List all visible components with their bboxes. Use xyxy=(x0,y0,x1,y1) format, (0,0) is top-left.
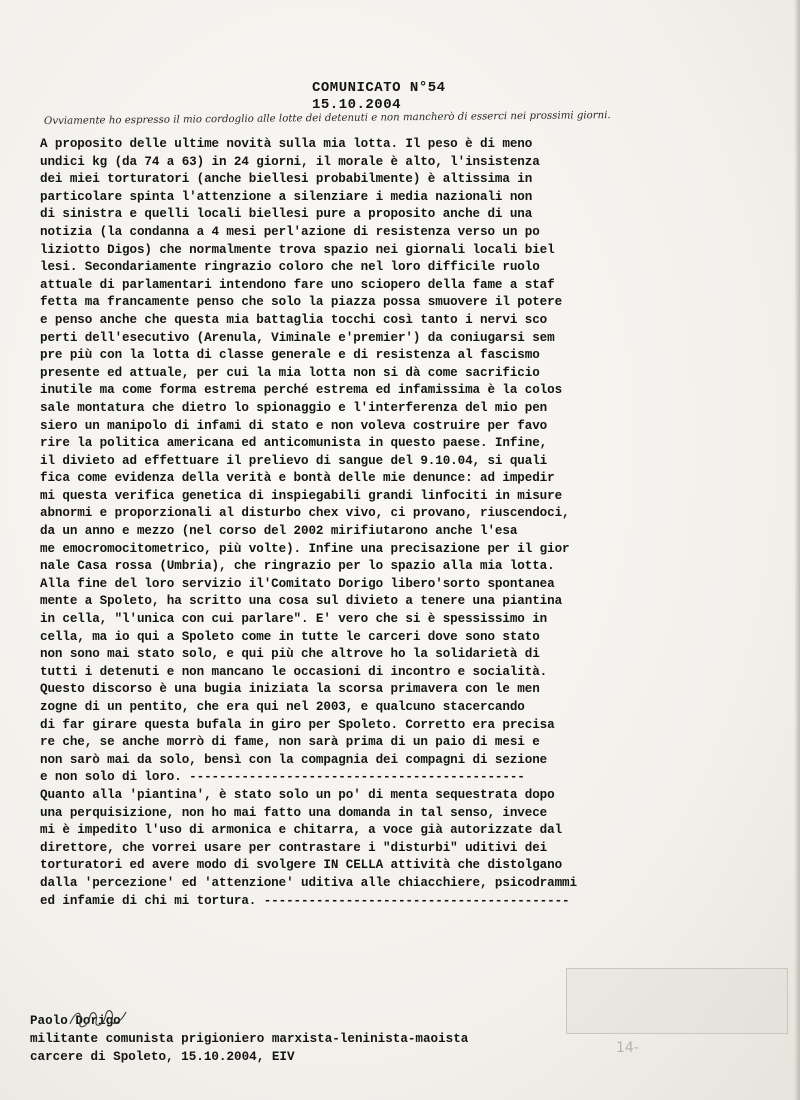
body-line: di far girare questa bufala in giro per Spoleto. Corretto era precisa xyxy=(40,717,555,732)
stamp-box xyxy=(566,968,788,1034)
body-line: ed infamie di chi mi tortura. ----------------------------------------- xyxy=(40,893,570,908)
body-line: re che, se anche morrò di fame, non sarà prima di un paio di mesi e xyxy=(40,735,540,750)
body-line: me emocromocitometrico, più volte). Infine una precisazione per il gior xyxy=(40,541,570,556)
body-line: sale montatura che dietro lo spionaggio e l'interferenza del mio pen xyxy=(40,400,548,415)
signature-name: Paolo Dorigo xyxy=(30,1014,121,1028)
body-line: presente ed attuale, per cui la mia lotta non si dà come sacrificio xyxy=(40,365,540,380)
body-line: il divieto ad effettuare il prelievo di sangue del 9.10.04, si quali xyxy=(40,453,548,468)
body-line: dei miei torturatori (anche biellesi probabilmente) è altissima in xyxy=(40,172,533,187)
body-line: mente a Spoleto, ha scritto una cosa sul divieto a tenere una piantina xyxy=(40,594,563,609)
body-line: abnormi e proporzionali al disturbo chex vivo, ci provano, riuscendoci, xyxy=(40,506,570,521)
body-line: Quanto alla 'piantina', è stato solo un po' di menta sequestrata dopo xyxy=(40,787,555,802)
signature-scribble-icon xyxy=(68,1006,128,1032)
body-line: una perquisizione, non ho mai fatto una domanda in tal senso, invece xyxy=(40,805,548,820)
handwritten-note: Ovviamente ho espresso il mio cordoglio alle lotte dei detenuti e non mancherò di esserci nei prossimi giorni. xyxy=(43,110,611,127)
body-line: mi è impedito l'uso di armonica e chitarra, a voce già autorizzate dal xyxy=(40,823,563,838)
body-line: direttore, che vorrei usare per contrastare i "disturbi" uditivi dei xyxy=(40,840,548,855)
body-line: fetta ma francamente penso che solo la piazza possa smuovere il potere xyxy=(40,295,563,310)
body-line: cella, ma io qui a Spoleto come in tutte le carceri dove sono stato xyxy=(40,629,540,644)
body-line: Questo discorso è una bugia iniziata la scorsa primavera con le men xyxy=(40,682,540,697)
signature-title: militante comunista prigioniero marxista-leninista-maoista xyxy=(30,1032,469,1046)
body-line: siero un manipolo di infami di stato e non voleva costruire per favo xyxy=(40,418,548,433)
stamp-mark: 14- xyxy=(616,1040,639,1056)
body-line: zogne di un pentito, che era qui nel 2003, e qualcuno stacercando xyxy=(40,700,525,714)
body-line: perti dell'esecutivo (Arenula, Viminale e'premier') da coniugarsi sem xyxy=(40,330,555,345)
body-line: torturatori ed avere modo di svolgere IN CELLA attività che distolgano xyxy=(40,858,563,873)
document-date: 15.10.2004 xyxy=(312,97,402,113)
document-title: COMUNICATO N°54 xyxy=(312,80,446,96)
body-line: notizia (la condanna a 4 mesi perl'azione di resistenza verso un po xyxy=(40,224,540,239)
body-line: dalla 'percezione' ed 'attenzione' uditiva alle chiacchiere, psicodrammi xyxy=(40,875,577,890)
body-line: liziotto Digos) che normalmente trova spazio nei giornali locali biel xyxy=(40,242,555,257)
body-line: non sarò mai da solo, bensì con la compagnia dei compagni di sezione xyxy=(40,752,548,767)
body-line: da un anno e mezzo (nel corso del 2002 mirifiutarono anche l'esa xyxy=(40,524,518,539)
body-line: in cella, "l'unica con cui parlare". E' vero che si è spessissimo in xyxy=(40,612,548,627)
body-line: pre più con la lotta di classe generale e di resistenza al fascismo xyxy=(40,348,540,363)
body-line: fica come evidenza della verità e bontà delle mie denunce: ad impedir xyxy=(40,471,555,486)
body-line: undici kg (da 74 a 63) in 24 giorni, il morale è alto, l'insistenza xyxy=(40,154,540,169)
signature-place-date: carcere di Spoleto, 15.10.2004, EIV xyxy=(30,1050,295,1064)
body-line: e penso anche che questa mia battaglia tocchi così tanto i nervi sco xyxy=(40,312,548,327)
body-line: particolare spinta l'attenzione a silenziare i media nazionali non xyxy=(40,189,533,204)
body-line: attuale di parlamentari intendono fare uno sciopero della fame a staf xyxy=(40,277,555,292)
body-line: inutile ma come forma estrema perché estrema ed infamissima è la colos xyxy=(40,383,563,398)
body-line: Alla fine del loro servizio il'Comitato Dorigo libero'sorto spontanea xyxy=(40,576,555,591)
body-line: A proposito delle ultime novità sulla mia lotta. Il peso è di meno xyxy=(40,137,533,151)
body-line: e non solo di loro. --------------------------------------------- xyxy=(40,770,525,785)
body-line: nale Casa rossa (Umbria), che ringrazio per lo spazio alla mia lotta. xyxy=(40,559,555,574)
body-line: di sinistra e quelli locali biellesi pure a proposito anche di una xyxy=(40,207,533,222)
body-line: mi questa verifica genetica di inspiegabili grandi linfociti in misure xyxy=(40,488,563,503)
body-line: tutti i detenuti e non mancano le occasioni di incontro e socialità. xyxy=(40,664,548,679)
body-line: non sono mai stato solo, e qui più che altrove ho la solidarietà di xyxy=(40,647,540,662)
body-line: lesi. Secondariamente ringrazio coloro che nel loro difficile ruolo xyxy=(40,260,540,275)
document-body xyxy=(40,136,795,910)
body-line: rire la politica americana ed anticomunista in questo paese. Infine, xyxy=(40,436,548,451)
